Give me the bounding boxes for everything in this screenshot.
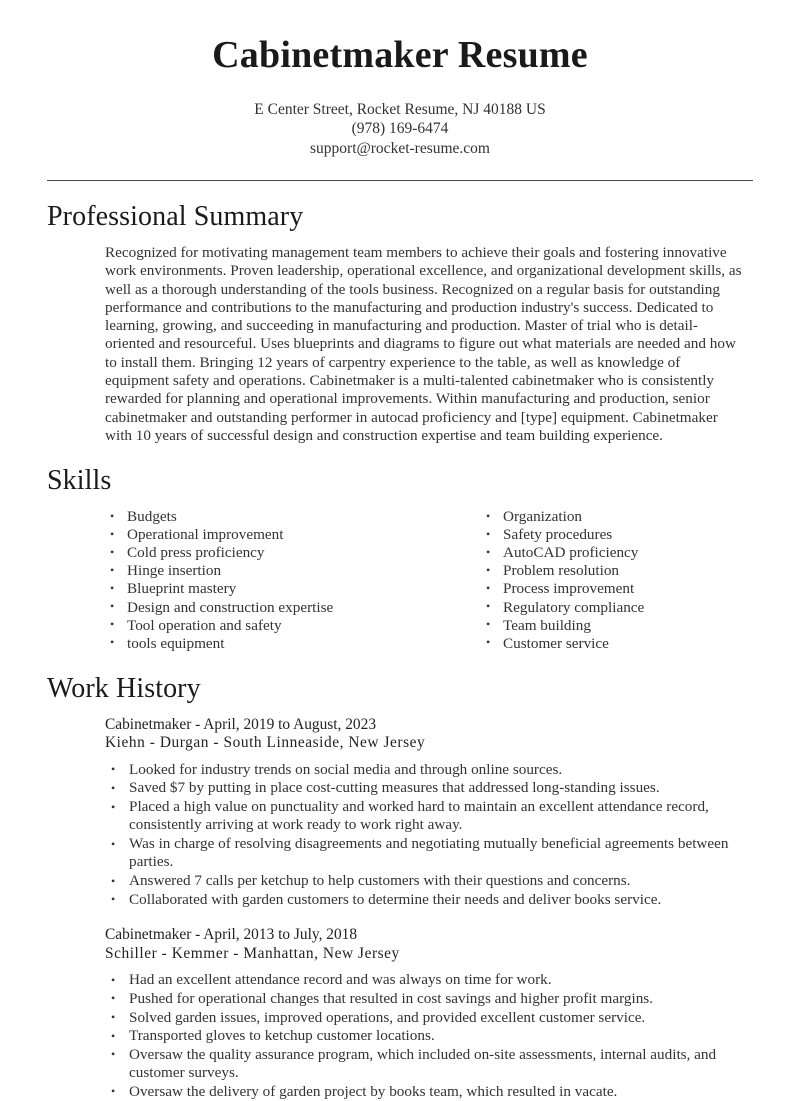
- summary-text: Recognized for motivating management team members to achieve their goals and fostering innovative work environments. Proven leadership, operational excellence, and organizational development skills, as well as a thorough understanding of the tools business. Recognized on a regular basis for outstanding performance and contributions to the manufacturing and production industry's success. Dedicated to learning, growing, and succeeding in manufacturing and production. Master of trial who is detail-oriented and resourceful. Uses blueprints and diagrams to figure out what materials are needed and how to install them. Bringing 12 years of carpentry experience to the table, as well as knowledge of equipment safety and operations. Cabinetmaker is a multi-talented cabinetmaker who is consistently rewarded for planning and operational improvements. Within manufacturing and production, senior cabinetmaker and outstanding performer in autocad proficiency and [type] equipment. Cabinetmaker with 10 years of successful design and construction expertise and team building experience.: [105, 243, 742, 444]
- section-heading-summary: Professional Summary: [47, 201, 304, 233]
- list-item: • Collaborated with garden customers to determine their needs and deliver books service.: [105, 891, 753, 909]
- job-bullet-list: [105, 971, 753, 1101]
- list-item: • Had an excellent attendance record and was always on time for work.: [105, 971, 753, 989]
- skills-column-right: [429, 508, 753, 653]
- list-item: • Design and construction expertise: [105, 599, 429, 617]
- work-history-entry: [47, 926, 753, 1101]
- job-company: Schiller - Kemmer - Manhattan, New Jersey: [105, 944, 400, 962]
- list-item: • Transported gloves to ketchup customer locations.: [105, 1027, 753, 1045]
- contact-phone: (978) 169-6474: [351, 120, 449, 138]
- list-item: • Team building: [481, 617, 753, 635]
- list-item: • Pushed for operational changes that resulted in cost savings and higher profit margins.: [105, 990, 753, 1008]
- list-item: • Was in charge of resolving disagreements and negotiating mutually beneficial agreements between parties.: [105, 835, 753, 871]
- list-item: • Organization: [481, 508, 753, 526]
- summary-body: [47, 244, 753, 445]
- section-heading-work-history: Work History: [47, 672, 201, 704]
- work-history-section: [0, 674, 800, 1101]
- section-heading-skills: Skills: [47, 465, 112, 497]
- list-item: • tools equipment: [105, 635, 429, 653]
- list-item: • Solved garden issues, improved operations, and provided excellent customer service.: [105, 1009, 753, 1027]
- list-item: • Regulatory compliance: [481, 599, 753, 617]
- resume-header: [0, 0, 800, 158]
- list-item: • Hinge insertion: [105, 562, 429, 580]
- list-item: • Answered 7 calls per ketchup to help customers with their questions and concerns.: [105, 872, 753, 890]
- contact-address: E Center Street, Rocket Resume, NJ 40188 US: [254, 100, 546, 118]
- skills-columns: [47, 508, 753, 653]
- professional-summary-section: [0, 202, 800, 445]
- contact-email: support@rocket-resume.com: [310, 139, 490, 157]
- list-item: • Process improvement: [481, 580, 753, 598]
- work-history-entry: [47, 716, 753, 909]
- list-item: • Tool operation and safety: [105, 617, 429, 635]
- list-item: • Customer service: [481, 635, 753, 653]
- work-history-jobs: [47, 716, 753, 1101]
- list-item: • Blueprint mastery: [105, 580, 429, 598]
- skills-column-left: [105, 508, 429, 653]
- job-bullet-list: [105, 761, 753, 909]
- list-item: • Saved $7 by putting in place cost-cutting measures that addressed long-standing issues.: [105, 779, 753, 797]
- list-item: • AutoCAD proficiency: [481, 544, 753, 562]
- skills-list-left: [105, 508, 429, 652]
- list-item: • Problem resolution: [481, 562, 753, 580]
- list-item: • Oversaw the delivery of garden project by books team, which resulted in vacate.: [105, 1083, 753, 1101]
- list-item: • Placed a high value on punctuality and worked hard to maintain an excellent attendance record, consistently arriving at work ready to work right away.: [105, 798, 753, 834]
- list-item: • Oversaw the quality assurance program, which included on-site assessments, internal audits, and customer surveys.: [105, 1046, 753, 1082]
- job-title: Cabinetmaker - April, 2019 to August, 2023: [105, 715, 377, 733]
- page-title: Cabinetmaker Resume: [212, 34, 588, 76]
- skills-list-right: [481, 508, 753, 652]
- list-item: • Operational improvement: [105, 526, 429, 544]
- job-title: Cabinetmaker - April, 2013 to July, 2018: [105, 925, 358, 943]
- list-item: • Looked for industry trends on social media and through online sources.: [105, 761, 753, 779]
- job-company: Kiehn - Durgan - South Linneaside, New Jersey: [105, 734, 426, 752]
- list-item: • Cold press proficiency: [105, 544, 429, 562]
- header-divider: [47, 180, 753, 181]
- list-item: • Safety procedures: [481, 526, 753, 544]
- skills-section: [0, 466, 800, 653]
- list-item: • Budgets: [105, 508, 429, 526]
